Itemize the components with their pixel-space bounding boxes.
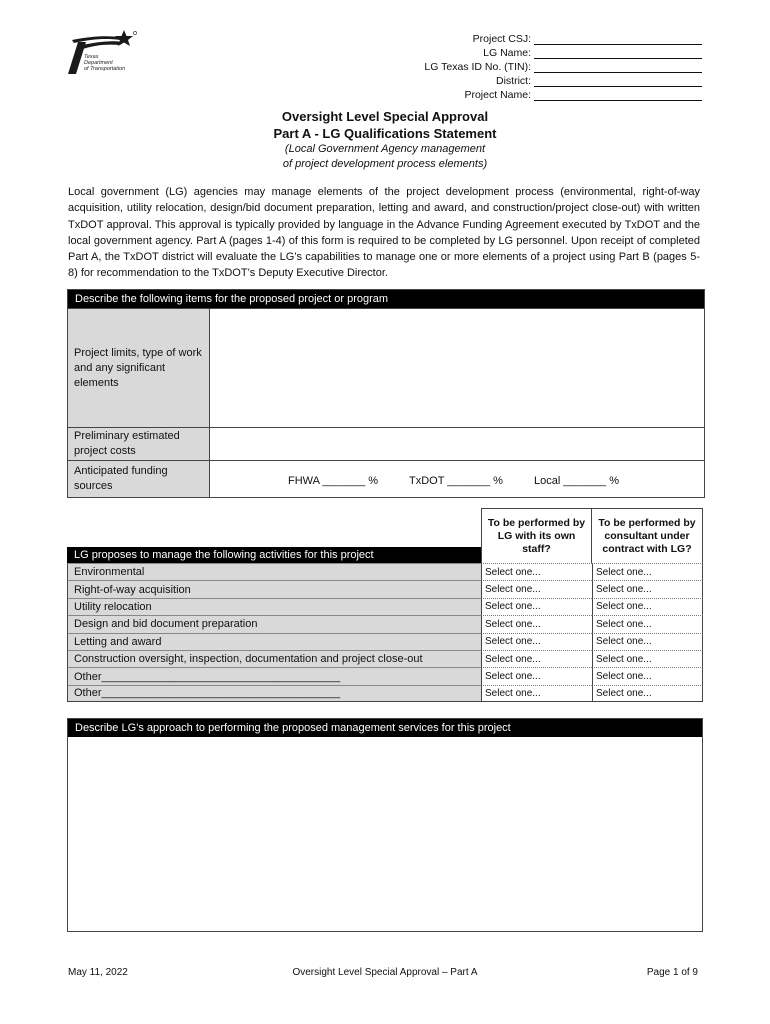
lg-staff-select[interactable]: Select one...	[481, 580, 592, 597]
page-subtitle: Part A - LG Qualifications Statement	[273, 126, 497, 141]
row-funding-sources	[68, 460, 704, 497]
activity-label: Letting and award	[67, 633, 481, 650]
intro-paragraph: Local government (LG) agencies may manage elements of the project development process (environmental, right-of-way acquisition, utility relocation, design/bid document preparation, letting and award, and construction/project close-out) with written TxDOT approval. This approval is typically provided by language in the Advance Funding Agreement executed by TxDOT and the local government agency. Part A (pages 1-4) of this form is required to be completed by LG personnel. Upon receipt of completed Part A, the TxDOT district will evaluate the LG’s capabilities to manage one or more elements of a project using Part B (pages 5-8) for recommendation to the TxDOT’s Deputy Executive Director.	[68, 186, 700, 280]
consultant-select[interactable]: Select one...	[592, 667, 703, 684]
activity-row	[67, 650, 703, 667]
activity-label: Environmental	[67, 563, 481, 580]
logo-line: Department	[84, 60, 113, 66]
field-tin: LG Texas ID No. (TIN):	[402, 59, 702, 73]
activity-row	[67, 667, 703, 684]
lg-staff-select[interactable]: Select one...	[481, 650, 592, 667]
footer-date: May 11, 2022	[68, 967, 128, 978]
activities-header-row	[67, 508, 703, 563]
consultant-select[interactable]: Select one...	[592, 633, 703, 650]
activity-row	[67, 563, 703, 580]
tin-input[interactable]	[534, 61, 702, 73]
consultant-select[interactable]: Select one...	[592, 563, 703, 580]
title-block	[0, 108, 770, 172]
consultant-select[interactable]: Select one...	[592, 598, 703, 615]
title-note-1: (Local Government Agency management	[284, 143, 486, 155]
row-label: Project limits, type of work and any significant elements	[68, 309, 210, 427]
funding-sources-field	[210, 461, 704, 497]
field-project-csj: Project CSJ:	[402, 31, 702, 45]
consultant-select[interactable]: Select one...	[592, 580, 703, 597]
activity-row	[67, 633, 703, 650]
describe-items-table	[67, 289, 705, 498]
lg-name-input[interactable]	[534, 47, 702, 59]
activity-row	[67, 685, 703, 702]
page-title: Oversight Level Special Approval	[281, 109, 489, 124]
project-name-input[interactable]	[534, 89, 702, 101]
column-header-lg-staff: To be performed by LG with its own staff?	[481, 508, 592, 563]
approach-header: Describe LG’s approach to performing the proposed management services for this project	[68, 719, 702, 737]
row-label: Preliminary estimated project costs	[68, 428, 210, 460]
field-lg-name: LG Name:	[402, 45, 702, 59]
lg-staff-select[interactable]: Select one...	[481, 685, 592, 702]
activity-label: Other_______________________________________	[67, 685, 481, 702]
local-percent-input[interactable]: Local _______ %	[534, 475, 620, 487]
lg-staff-select[interactable]: Select one...	[481, 563, 592, 580]
activities-table	[67, 508, 703, 702]
logo-text	[84, 54, 125, 72]
activity-row	[67, 580, 703, 597]
lg-staff-select[interactable]: Select one...	[481, 633, 592, 650]
field-project-name: Project Name:	[402, 87, 702, 101]
activity-label: Right-of-way acquisition	[67, 580, 481, 597]
row-label: Anticipated funding sources	[68, 461, 210, 497]
consultant-select[interactable]: Select one...	[592, 615, 703, 632]
column-header-consultant: To be performed by consultant under contract with LG?	[592, 508, 703, 563]
logo-line: Texas	[84, 54, 99, 60]
activity-row	[67, 615, 703, 632]
estimated-costs-input[interactable]	[210, 428, 704, 460]
activity-label: Design and bid document preparation	[67, 615, 481, 632]
district-input[interactable]	[534, 75, 702, 87]
field-district: District:	[402, 73, 702, 87]
approach-box	[67, 718, 703, 932]
activities-rows	[67, 563, 703, 702]
activity-label: Other_______________________________________	[67, 667, 481, 684]
consultant-select[interactable]: Select one...	[592, 685, 703, 702]
lg-staff-select[interactable]: Select one...	[481, 667, 592, 684]
row-estimated-costs	[68, 427, 704, 460]
footer-center: Oversight Level Special Approval – Part A	[292, 967, 478, 978]
activity-row	[67, 598, 703, 615]
activity-label: Construction oversight, inspection, documentation and project close-out	[67, 650, 481, 667]
txdot-percent-input[interactable]: TxDOT _______ %	[409, 475, 503, 487]
describe-items-header: Describe the following items for the proposed project or program	[68, 290, 704, 308]
approach-input[interactable]	[68, 737, 702, 931]
activities-header: LG proposes to manage the following activities for this project	[67, 547, 481, 563]
project-fields	[402, 31, 702, 101]
title-note-2: of project development process elements)	[282, 158, 488, 170]
project-limits-input[interactable]	[210, 309, 704, 427]
consultant-select[interactable]: Select one...	[592, 650, 703, 667]
lg-staff-select[interactable]: Select one...	[481, 615, 592, 632]
fhwa-percent-input[interactable]: FHWA _______ %	[288, 475, 379, 487]
lg-staff-select[interactable]: Select one...	[481, 598, 592, 615]
logo-line: of Transportation	[84, 66, 126, 72]
activity-label: Utility relocation	[67, 598, 481, 615]
row-project-limits	[68, 308, 704, 427]
footer-page: Page 1 of 9	[646, 967, 698, 978]
project-csj-input[interactable]	[534, 33, 702, 45]
